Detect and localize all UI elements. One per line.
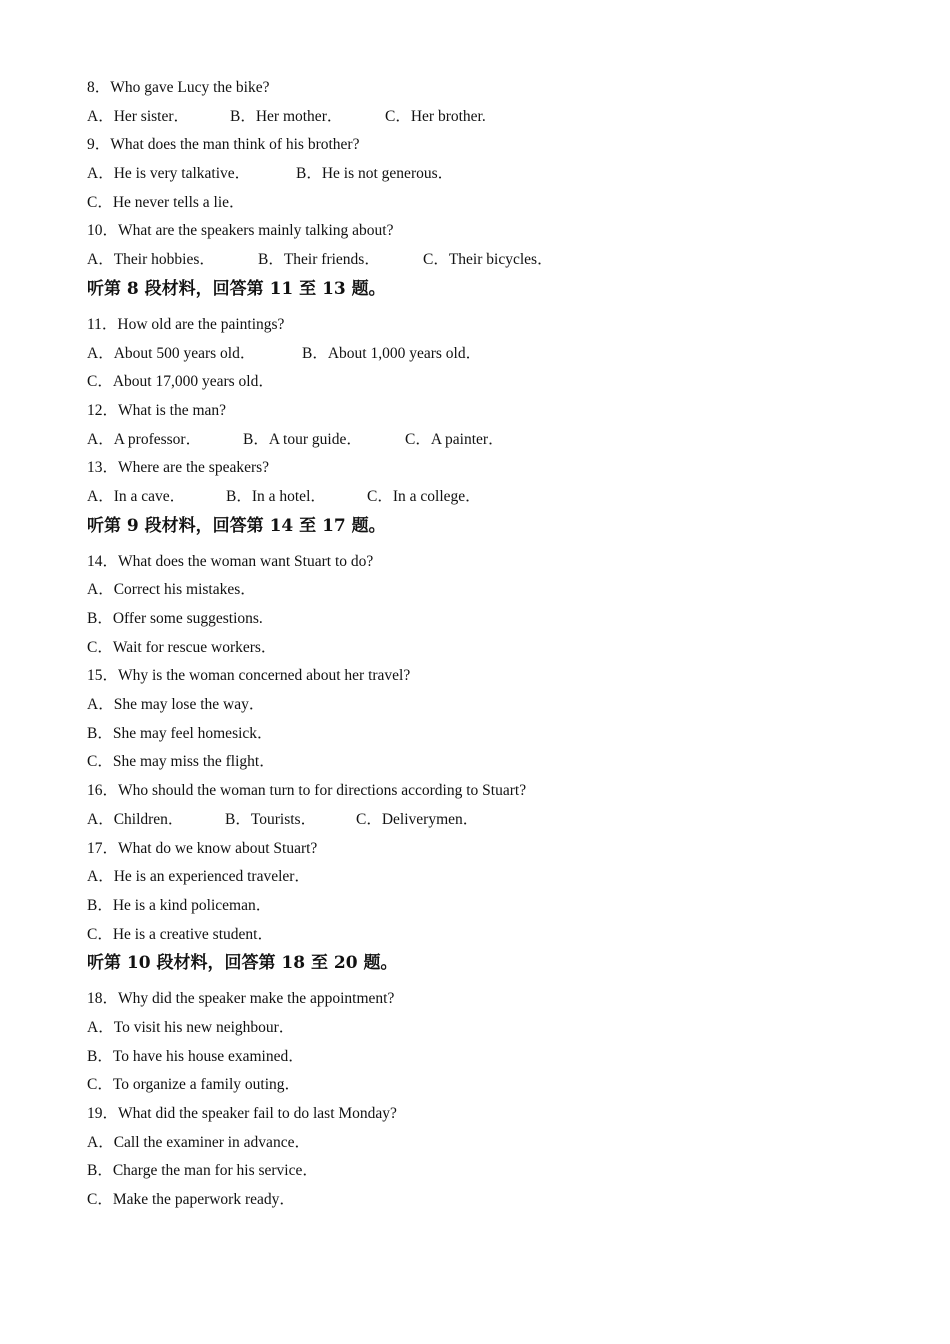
option-10-a: A．Their hobbies． [87, 251, 215, 269]
question-16: 16．Who should the woman turn to for directions according to Stuart? [87, 782, 527, 800]
options-9-c-row [87, 189, 907, 218]
option-9-c: C．He never tells a lie． [87, 193, 245, 211]
section-heading-10: 听第 10 段材料，回答第 18 至 20 题。 [87, 953, 398, 974]
option-8-a: A．Her sister． [87, 107, 190, 125]
options-11-c-row [87, 368, 907, 397]
question-8: 8．Who gave Lucy the bike? [87, 79, 270, 96]
option-15-a: A．She may lose the way． [87, 696, 265, 714]
question-10: 10．What are the speakers mainly talking about? [87, 222, 394, 240]
section-heading-9: 听第 9 段材料，回答第 14 至 17 题。 [87, 515, 386, 536]
option-16-a: A．Children． [87, 810, 184, 828]
option-8-b: B．Her mother． [230, 107, 343, 125]
section-heading-8: 听第 8 段材料，回答第 11 至 13 题。 [87, 278, 386, 299]
option-19-b: B．Charge the man for his service． [87, 1162, 318, 1180]
question-11: 11．How old are the paintings? [87, 315, 285, 333]
option-15-b: B．She may feel homesick． [87, 724, 273, 742]
option-18-b: B．To have his house examined． [87, 1047, 304, 1065]
option-18-c: C．To organize a family outing． [87, 1076, 301, 1094]
option-10-c: C．Their bicycles． [423, 251, 553, 269]
question-9: 9．What does the man think of his brother? [87, 136, 360, 154]
option-9-a: A．He is very talkative． [87, 165, 251, 183]
option-14-b: B．Offer some suggestions. [87, 610, 263, 627]
question-17: 17．What do we know about Stuart? [87, 839, 318, 857]
option-13-b: B．In a hotel． [226, 487, 326, 505]
options-11 [87, 340, 907, 369]
question-15: 15．Why is the woman concerned about her travel? [87, 667, 411, 685]
option-13-c: C．In a college． [367, 487, 481, 505]
option-11-b: B．About 1,000 years old． [302, 344, 482, 362]
options-9 [87, 160, 907, 189]
question-18: 18．Why did the speaker make the appointment? [87, 990, 395, 1008]
option-12-b: B．A tour guide． [243, 430, 362, 448]
question-19: 19．What did the speaker fail to do last Monday? [87, 1105, 397, 1122]
option-16-c: C．Deliverymen． [356, 810, 479, 828]
question-12: 12．What is the man? [87, 401, 227, 419]
option-14-c: C．Wait for rescue workers． [87, 638, 277, 656]
option-17-b: B．He is a kind policeman． [87, 896, 272, 914]
option-12-a: A．A professor． [87, 430, 202, 448]
options-10 [87, 246, 907, 275]
option-13-a: A．In a cave． [87, 487, 186, 505]
options-12 [87, 426, 907, 455]
option-10-b: B．Their friends． [258, 251, 380, 269]
option-16-b: B．Tourists． [225, 810, 317, 828]
option-18-a: A．To visit his new neighbour． [87, 1018, 295, 1036]
option-9-b: B．He is not generous． [296, 165, 454, 183]
option-15-c: C．She may miss the flight． [87, 753, 275, 771]
option-17-c: C．He is a creative student． [87, 925, 273, 943]
options-16 [87, 806, 907, 835]
option-8-c: C．Her brother. [385, 107, 486, 125]
question-14: 14．What does the woman want Stuart to do? [87, 552, 374, 570]
option-17-a: A．He is an experienced traveler． [87, 868, 310, 886]
options-13 [87, 483, 907, 512]
option-14-a: A．Correct his mistakes． [87, 581, 256, 599]
exam-page [87, 74, 907, 1215]
options-8 [87, 103, 907, 132]
option-11-c: C．About 17,000 years old． [87, 373, 274, 391]
option-12-c: C．A painter． [405, 430, 504, 448]
option-19-a: A．Call the examiner in advance． [87, 1133, 310, 1151]
option-11-a: A．About 500 years old． [87, 344, 256, 362]
option-19-c: C．Make the paperwork ready． [87, 1191, 295, 1209]
question-13: 13．Where are the speakers? [87, 459, 270, 477]
